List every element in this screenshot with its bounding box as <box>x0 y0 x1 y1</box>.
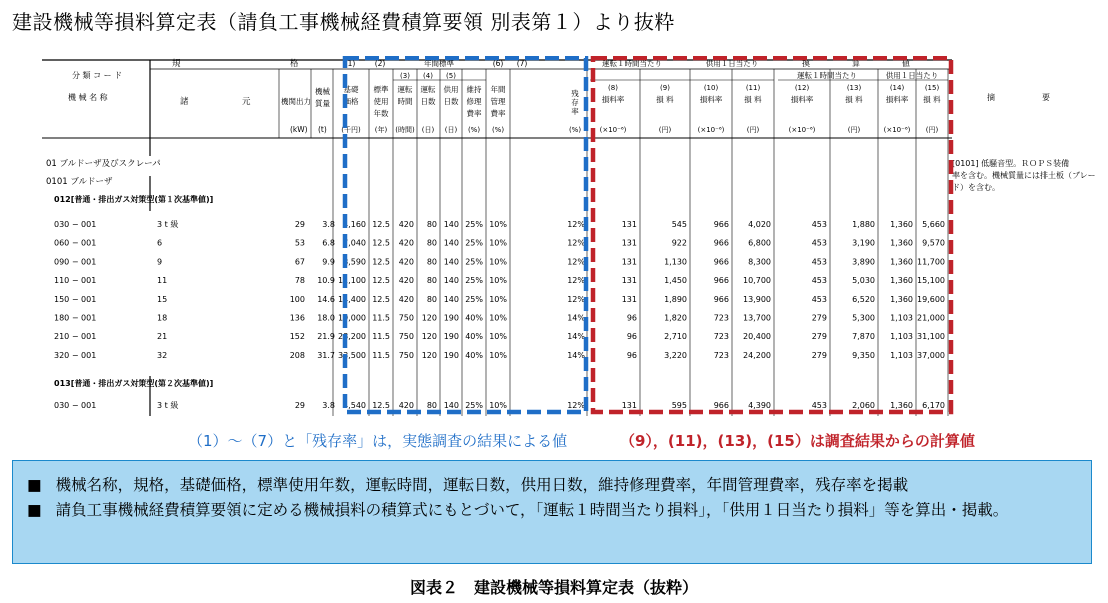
table-text: 摘 <box>987 93 995 102</box>
row-code: 110 − 001 <box>54 276 97 286</box>
row-price: 28,200 <box>338 332 366 342</box>
table-text: 分 類 コ ー ド <box>72 71 123 80</box>
row-c11: 10,700 <box>743 276 771 286</box>
row-c9: 922 <box>671 238 687 248</box>
row-c12: 453 <box>811 276 827 286</box>
row-spec: 11 <box>157 276 168 286</box>
row-days: 120 <box>421 350 437 360</box>
table-text: 管理 <box>490 97 506 106</box>
row-c10: 966 <box>713 238 729 248</box>
row-rep: 40% <box>465 332 483 342</box>
table-text: 維持 <box>466 85 482 94</box>
row-c13: 7,870 <box>852 332 875 342</box>
row-c9: 1,130 <box>664 257 687 267</box>
row-spec: 3 t 級 <box>157 220 179 229</box>
row-c13: 3,890 <box>852 257 875 267</box>
table-text: 値 <box>902 59 910 68</box>
table-text: (5) <box>446 72 456 80</box>
row-c15: 5,660 <box>922 220 945 229</box>
row-res: 14% <box>567 350 585 360</box>
row-c11: 8,300 <box>748 257 771 267</box>
row-rep: 25% <box>465 401 483 410</box>
row-c8: 131 <box>621 276 637 286</box>
table-text: (6) <box>492 59 504 68</box>
row-mass: 21.9 <box>317 332 335 342</box>
table-text: (×10⁻⁶) <box>697 126 725 134</box>
row-kw: 100 <box>289 294 305 304</box>
row-c10: 966 <box>713 294 729 304</box>
row-res: 12% <box>567 294 585 304</box>
table-text: 価格 <box>343 97 359 106</box>
row-c13: 3,190 <box>852 238 875 248</box>
table-text: (年) <box>374 126 388 134</box>
row-c13: 2,060 <box>852 401 875 410</box>
row-mgmt: 10% <box>489 313 507 323</box>
table-text: (8) <box>608 84 618 92</box>
table-text: 供用１日当たり <box>885 71 939 80</box>
table-text: 損 料 <box>923 95 941 104</box>
row-life: 12.5 <box>372 401 390 410</box>
row-hrs: 420 <box>398 294 414 304</box>
row-c13: 5,300 <box>852 313 875 323</box>
row-kw: 29 <box>294 220 305 229</box>
bullet-icon: ■ <box>27 501 42 519</box>
row-mgmt: 10% <box>489 294 507 304</box>
row-mgmt: 10% <box>489 257 507 267</box>
row-mgmt: 10% <box>489 276 507 286</box>
row-svc: 140 <box>443 238 459 248</box>
subcategory-012: 012[普通・排出ガス対策型(第１次基準値)] <box>54 195 214 204</box>
table-text: (14) <box>889 84 905 92</box>
row-mass: 31.7 <box>317 350 335 360</box>
row-res: 12% <box>567 401 585 410</box>
row-res: 12% <box>567 220 585 229</box>
table-text: (円) <box>658 126 672 134</box>
row-c12: 279 <box>811 350 827 360</box>
table-text: 年数 <box>373 109 389 118</box>
row-days: 80 <box>426 238 437 248</box>
row-mgmt: 10% <box>489 332 507 342</box>
row-c9: 595 <box>671 401 687 410</box>
note-line-2 <box>27 498 1077 523</box>
row-days: 80 <box>426 220 437 229</box>
table-text: 元 <box>242 97 251 107</box>
table-text: (円) <box>746 126 760 134</box>
row-days: 120 <box>421 332 437 342</box>
row-c9: 1,820 <box>664 313 687 323</box>
table-text: 質量 <box>315 99 330 108</box>
bullet-icon: ■ <box>27 476 42 494</box>
row-svc: 190 <box>443 350 459 360</box>
row-code: 320 − 001 <box>54 350 97 360</box>
row-c11: 4,390 <box>748 401 771 410</box>
row-spec: 6 <box>157 238 163 248</box>
row-life: 11.5 <box>372 350 390 360</box>
row-c12: 453 <box>811 257 827 267</box>
row-rep: 40% <box>465 313 483 323</box>
table-text: 基礎 <box>343 85 359 94</box>
row-c12: 453 <box>811 220 827 229</box>
table-text: (×10⁻⁶) <box>599 126 627 134</box>
row-c13: 5,030 <box>852 276 875 286</box>
row-code: 060 − 001 <box>54 238 97 248</box>
table-text: (15) <box>924 84 940 92</box>
row-c13: 9,350 <box>852 350 875 360</box>
row-days: 120 <box>421 313 437 323</box>
row-c15: 9,570 <box>922 238 945 248</box>
table-text: 要 <box>1042 93 1050 102</box>
row-life: 12.5 <box>372 257 390 267</box>
category-0101: 0101 ブルドーザ <box>46 177 113 187</box>
row-mass: 3.8 <box>322 401 335 410</box>
row-kw: 78 <box>294 276 305 286</box>
table-text: (%) <box>568 126 582 134</box>
row-svc: 190 <box>443 332 459 342</box>
row-spec: 18 <box>157 313 168 323</box>
table-text: 供用１日当たり <box>705 59 759 68</box>
red-caption: （9），(11)，(13)，(15）は調査結果からの計算値 <box>620 432 975 450</box>
table-text: 時間 <box>397 97 413 106</box>
row-life: 12.5 <box>372 294 390 304</box>
table-text: 標準 <box>373 85 389 94</box>
table-text: 運転 <box>420 85 436 94</box>
table-text: 規 <box>172 59 181 69</box>
row-code: 210 − 001 <box>54 332 97 342</box>
row-c8: 131 <box>621 401 637 410</box>
row-c8: 131 <box>621 220 637 229</box>
row-c15: 6,170 <box>922 401 945 410</box>
table-text: (%) <box>467 126 481 134</box>
figure-caption: 図表２ 建設機械等損料算定表（抜粋） <box>409 578 698 597</box>
table-text: 損 料 <box>656 95 674 104</box>
table-text: (t) <box>318 125 327 134</box>
page-title: 建設機械等損料算定表（請負工事機械経費積算要領 別表第１）より抜粋 <box>12 10 675 34</box>
row-c9: 545 <box>671 220 687 229</box>
row-mass: 18.0 <box>317 313 335 323</box>
row-c8: 96 <box>626 313 637 323</box>
row-kw: 208 <box>289 350 305 360</box>
row-price: 4,540 <box>343 401 366 410</box>
row-c11: 20,400 <box>743 332 771 342</box>
row-life: 12.5 <box>372 220 390 229</box>
table-text: (日) <box>421 126 435 134</box>
table-text: 換 <box>802 59 810 68</box>
row-rep: 25% <box>465 294 483 304</box>
row-c14: 1,360 <box>890 257 913 267</box>
row-life: 11.5 <box>372 332 390 342</box>
table-text: (13) <box>846 84 862 92</box>
row-code: 150 − 001 <box>54 294 97 304</box>
row-hrs: 750 <box>398 350 414 360</box>
row-c12: 279 <box>811 332 827 342</box>
row-c11: 13,700 <box>743 313 771 323</box>
table-text: (3) <box>400 72 410 80</box>
table-text: (1) <box>344 59 356 68</box>
table-text: (kW) <box>290 125 308 134</box>
row-c14: 1,103 <box>890 332 913 342</box>
remarks-text: 率を含む。機械質量には排土板（ブレー <box>952 171 1096 180</box>
table-text: 費率 <box>466 109 482 118</box>
row-c10: 966 <box>713 257 729 267</box>
row-hrs: 420 <box>398 220 414 229</box>
table-text: (12) <box>794 84 810 92</box>
row-rep: 25% <box>465 220 483 229</box>
row-c12: 279 <box>811 313 827 323</box>
row-c9: 1,890 <box>664 294 687 304</box>
table-text: 日数 <box>420 97 436 106</box>
row-rep: 25% <box>465 257 483 267</box>
remarks-text: ド）を含む。 <box>952 183 1000 192</box>
category-01: 01 ブルドーザ及びスクレーパ <box>46 159 161 169</box>
row-mass: 9.9 <box>322 257 335 267</box>
row-res: 14% <box>567 332 585 342</box>
table-text: 機械 <box>315 87 330 96</box>
row-res: 12% <box>567 238 585 248</box>
row-mgmt: 10% <box>489 238 507 248</box>
row-c12: 453 <box>811 294 827 304</box>
row-spec: 15 <box>157 294 168 304</box>
table-text: 供用 <box>443 85 459 94</box>
row-c15: 31,100 <box>917 332 945 342</box>
table-text: (7) <box>516 59 528 68</box>
row-kw: 67 <box>294 257 305 267</box>
row-c14: 1,360 <box>890 276 913 286</box>
row-kw: 29 <box>294 401 305 410</box>
row-res: 14% <box>567 313 585 323</box>
residual-header: 残存率 <box>571 89 579 116</box>
row-price: 19,000 <box>338 313 366 323</box>
row-c10: 966 <box>713 220 729 229</box>
table-text: 損料率 <box>601 95 625 104</box>
row-mass: 6.8 <box>322 238 335 248</box>
row-mass: 3.8 <box>322 220 335 229</box>
row-c14: 1,103 <box>890 350 913 360</box>
row-price: 14,400 <box>338 294 366 304</box>
row-hrs: 750 <box>398 332 414 342</box>
row-c8: 96 <box>626 350 637 360</box>
table-text: 損料率 <box>790 95 814 104</box>
row-c9: 3,220 <box>664 350 687 360</box>
row-c14: 1,360 <box>890 220 913 229</box>
table-text: (%) <box>491 126 505 134</box>
row-hrs: 750 <box>398 313 414 323</box>
table-text: 使用 <box>373 97 389 106</box>
row-res: 12% <box>567 257 585 267</box>
table-text: (円) <box>925 126 939 134</box>
row-c10: 966 <box>713 401 729 410</box>
note-text-2: 請負工事機械経費積算要領に定める機械損料の積算式にもとづいて，「運転１時間当たり損料」，「供用１日当たり損料」等を算出・掲載。 <box>55 501 1009 519</box>
row-spec: 9 <box>157 257 163 267</box>
row-c11: 13,900 <box>743 294 771 304</box>
table-text: 修理 <box>466 97 482 106</box>
row-spec: 21 <box>157 332 168 342</box>
row-c8: 96 <box>626 332 637 342</box>
table-text: 年間標準 <box>424 59 454 68</box>
row-c12: 453 <box>811 401 827 410</box>
row-c15: 19,600 <box>917 294 945 304</box>
table-text: 運転 <box>397 85 413 94</box>
row-c14: 1,360 <box>890 238 913 248</box>
row-life: 11.5 <box>372 313 390 323</box>
row-days: 80 <box>426 276 437 286</box>
row-c13: 1,880 <box>852 220 875 229</box>
note-text-1: 機械名称，規格，基礎価格，標準使用年数，運転時間，運転日数，供用日数，維持修理費率，年間管理費率，残存率を掲載 <box>55 476 909 494</box>
row-days: 80 <box>426 294 437 304</box>
row-mgmt: 10% <box>489 220 507 229</box>
row-c14: 1,360 <box>890 294 913 304</box>
table-text: 機 械 名 称 <box>68 93 108 102</box>
row-life: 12.5 <box>372 238 390 248</box>
subcategory-013: 013[普通・排出ガス対策型(第２次基準値)] <box>54 379 214 388</box>
table-text: 機関出力 <box>281 97 311 106</box>
table-text: (千円) <box>341 126 361 134</box>
row-rep: 40% <box>465 350 483 360</box>
row-c10: 966 <box>713 276 729 286</box>
table-text: (×10⁻⁶) <box>883 126 911 134</box>
row-hrs: 420 <box>398 238 414 248</box>
blue-caption: （1）～（7）と「残存率」は，実態調査の結果による値 <box>188 432 568 450</box>
table-text: (9) <box>660 84 670 92</box>
row-mgmt: 10% <box>489 401 507 410</box>
row-hrs: 420 <box>398 276 414 286</box>
row-mass: 14.6 <box>317 294 335 304</box>
table-text: 算 <box>852 59 860 68</box>
row-svc: 140 <box>443 294 459 304</box>
row-svc: 140 <box>443 401 459 410</box>
table-text: (10) <box>703 84 719 92</box>
table-text: 損料率 <box>885 95 909 104</box>
row-life: 12.5 <box>372 276 390 286</box>
row-code: 030 − 001 <box>54 220 97 229</box>
row-c12: 453 <box>811 238 827 248</box>
table-text: (日) <box>444 126 458 134</box>
table-text: 格 <box>290 59 299 69</box>
row-c9: 2,710 <box>664 332 687 342</box>
row-rep: 25% <box>465 238 483 248</box>
table-text: 年間 <box>490 85 506 94</box>
row-c8: 131 <box>621 238 637 248</box>
row-c11: 4,020 <box>748 220 771 229</box>
row-c9: 1,450 <box>664 276 687 286</box>
remarks-text: [0101] 低騒音型。ＲＯＰＳ装備 <box>952 159 1070 168</box>
row-code: 180 − 001 <box>54 313 97 323</box>
row-svc: 140 <box>443 276 459 286</box>
row-svc: 140 <box>443 220 459 229</box>
table-text: (4) <box>423 72 433 80</box>
table-text: 運転１時間当たり <box>602 59 662 68</box>
row-mass: 10.9 <box>317 276 335 286</box>
row-spec: 32 <box>157 350 168 360</box>
row-hrs: 420 <box>398 257 414 267</box>
table-text: 損 料 <box>845 95 863 104</box>
row-kw: 136 <box>289 313 305 323</box>
row-price: 8,590 <box>343 257 366 267</box>
row-svc: 140 <box>443 257 459 267</box>
summary-note-box <box>12 460 1092 564</box>
table-svg <box>42 56 1100 416</box>
table-text: 日数 <box>443 97 459 106</box>
row-c11: 6,800 <box>748 238 771 248</box>
row-c10: 723 <box>713 313 729 323</box>
table-text: (2) <box>374 59 386 68</box>
row-price: 33,500 <box>338 350 366 360</box>
row-c15: 11,700 <box>917 257 945 267</box>
table-text: 費率 <box>490 109 506 118</box>
row-res: 12% <box>567 276 585 286</box>
table-text: (×10⁻⁶) <box>788 126 816 134</box>
row-code: 030 − 001 <box>54 401 97 410</box>
row-c11: 24,200 <box>743 350 771 360</box>
row-svc: 190 <box>443 313 459 323</box>
table-text: 諸 <box>180 97 189 107</box>
row-kw: 53 <box>294 238 305 248</box>
row-price: 4,160 <box>343 220 366 229</box>
row-c15: 37,000 <box>917 350 945 360</box>
table-text: (11) <box>745 84 761 92</box>
row-days: 80 <box>426 401 437 410</box>
row-c8: 131 <box>621 257 637 267</box>
loss-calculation-table <box>42 56 1100 416</box>
row-code: 090 − 001 <box>54 257 97 267</box>
row-kw: 152 <box>289 332 305 342</box>
table-text: 損 料 <box>744 95 762 104</box>
row-c15: 21,000 <box>917 313 945 323</box>
row-c14: 1,103 <box>890 313 913 323</box>
row-spec: 3 t 級 <box>157 401 179 410</box>
row-mgmt: 10% <box>489 350 507 360</box>
row-days: 80 <box>426 257 437 267</box>
table-text: 運転１時間当たり <box>797 71 857 80</box>
row-c15: 15,100 <box>917 276 945 286</box>
table-text: (円) <box>847 126 861 134</box>
note-line-1 <box>27 473 1077 498</box>
row-c10: 723 <box>713 350 729 360</box>
row-c8: 131 <box>621 294 637 304</box>
row-price: 11,100 <box>338 276 366 286</box>
table-text: 損料率 <box>699 95 723 104</box>
table-text: (時間) <box>395 126 415 134</box>
row-c13: 6,520 <box>852 294 875 304</box>
row-hrs: 420 <box>398 401 414 410</box>
row-c14: 1,360 <box>890 401 913 410</box>
row-price: 7,040 <box>343 238 366 248</box>
row-rep: 25% <box>465 276 483 286</box>
row-c10: 723 <box>713 332 729 342</box>
